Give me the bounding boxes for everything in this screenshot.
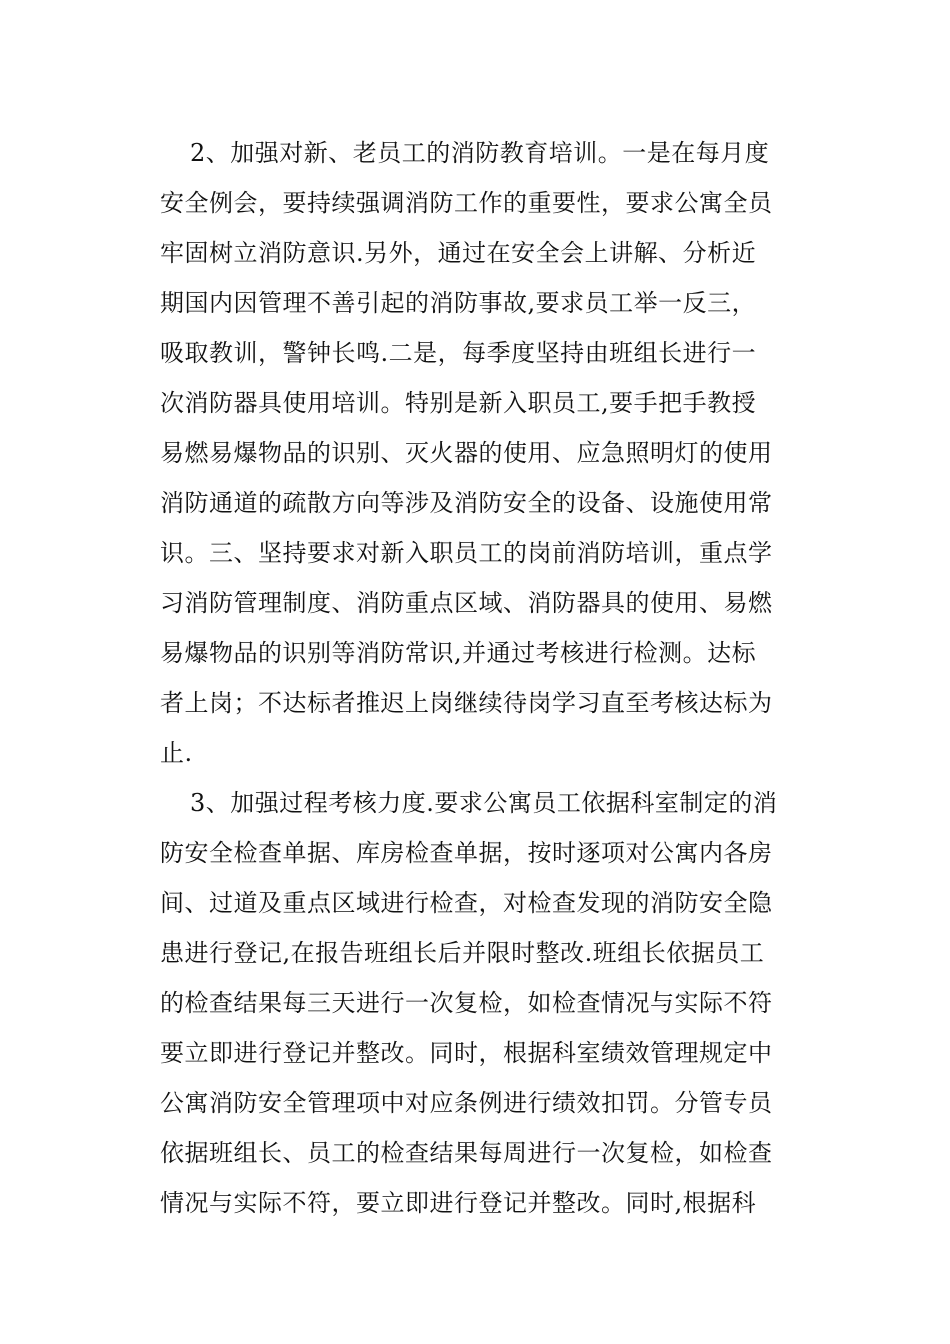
paragraph-line: 吸取教训，警钟长鸣.二是，每季度坚持由班组长进行一 [160, 339, 757, 367]
paragraph-3 [160, 778, 810, 1228]
paragraph-line: 止. [160, 739, 193, 767]
paragraph-line: 易燃易爆物品的识别、灭火器的使用、应急照明灯的使用 [160, 439, 773, 467]
paragraph-line: 安全例会，要持续强调消防工作的重要性，要求公寓全员 [160, 189, 773, 217]
paragraph-line: 公寓消防安全管理项中对应条例进行绩效扣罚。分管专员 [160, 1089, 773, 1117]
paragraph-line: 期国内因管理不善引起的消防事故,要求员工举一反三， [160, 289, 757, 317]
paragraph-line: 情况与实际不符，要立即进行登记并整改。同时,根据科 [160, 1189, 757, 1217]
paragraph-line: 依据班组长、员工的检查结果每周进行一次复检，如检查 [160, 1139, 773, 1167]
paragraph-line: 牢固树立消防意识.另外，通过在安全会上讲解、分析近 [160, 239, 757, 267]
paragraph-2 [160, 128, 810, 778]
paragraph-line: 间、过道及重点区域进行检查，对检查发现的消防安全隐 [160, 889, 773, 917]
paragraph-line: 者上岗；不达标者推迟上岗继续待岗学习直至考核达标为 [160, 689, 773, 717]
paragraph-line: 2、加强对新、老员工的消防教育培训。一是在每月度 [190, 139, 770, 167]
paragraph-line: 易爆物品的识别等消防常识,并通过考核进行检测。达标 [160, 639, 757, 667]
paragraph-line: 识。三、坚持要求对新入职员工的岗前消防培训，重点学 [160, 539, 773, 567]
paragraph-line: 消防通道的疏散方向等涉及消防安全的设备、设施使用常 [160, 489, 773, 517]
paragraph-line: 3、加强过程考核力度.要求公寓员工依据科室制定的消 [190, 789, 778, 817]
paragraph-line: 防安全检查单据、库房检查单据，按时逐项对公寓内各房 [160, 839, 773, 867]
paragraph-line: 患进行登记,在报告班组长后并限时整改.班组长依据员工 [160, 939, 765, 967]
paragraph-line: 习消防管理制度、消防重点区域、消防器具的使用、易燃 [160, 589, 773, 617]
paragraph-line: 要立即进行登记并整改。同时，根据科室绩效管理规定中 [160, 1039, 773, 1067]
paragraph-line: 的检查结果每三天进行一次复检，如检查情况与实际不符 [160, 989, 773, 1017]
paragraph-line: 次消防器具使用培训。特别是新入职员工,要手把手教授 [160, 389, 757, 417]
